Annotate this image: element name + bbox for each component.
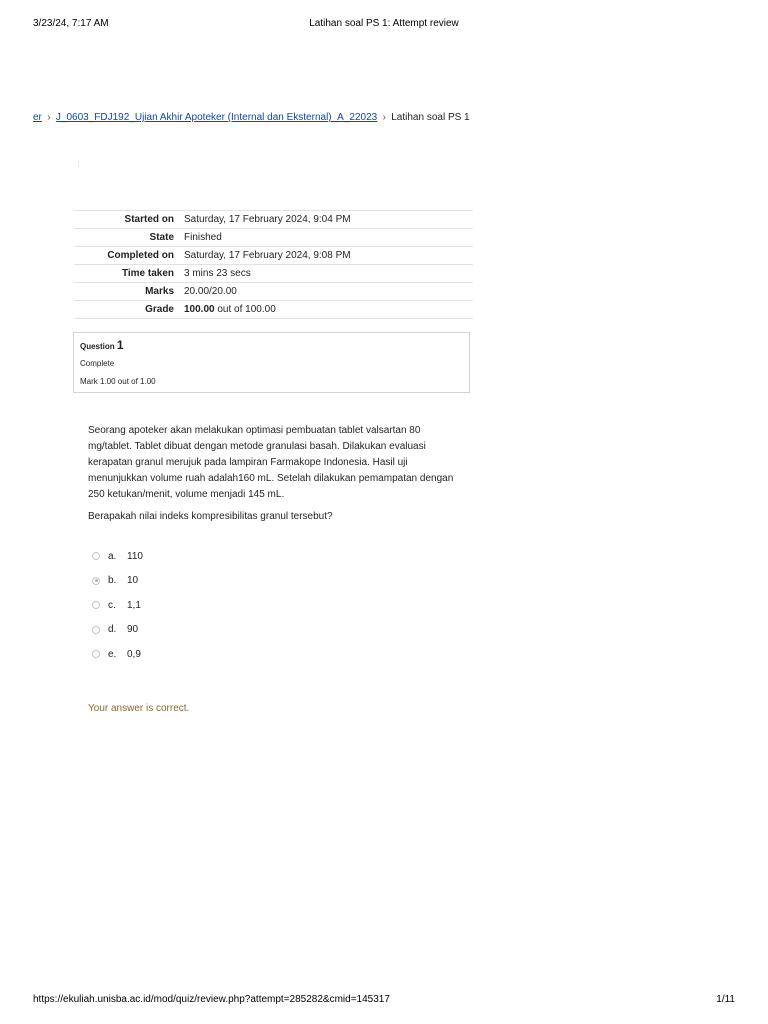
breadcrumb-item-current: Latihan soal PS 1: [391, 112, 470, 123]
question-body: Seorang apoteker akan melakukan optimasi pembuatan tablet valsartan 80 mg/tablet. Tablet dibuat dengan metode granulasi basah. Dilakukan evaluasi kerapatan granul merujuk pada lampiran Farmakope Indonesia. Hasil uji menunjukkan volume ruah adalah160 mL. Setelah dilakukan pemampatan dengan 250 ketukan/menit, volume menjadi 145 mL.: [88, 425, 454, 500]
summary-value: [179, 301, 473, 319]
answer-option-e[interactable]: [92, 642, 143, 667]
answer-options: [92, 544, 143, 667]
radio-button-selected[interactable]: [92, 577, 100, 585]
print-title: Latihan soal PS 1: Attempt review: [309, 18, 459, 29]
table-row: [74, 265, 473, 283]
question-prefix: Question: [80, 342, 117, 351]
answer-text: 1,1: [127, 599, 141, 611]
answer-letter: d.: [108, 624, 117, 636]
answer-letter: e.: [108, 648, 117, 660]
radio-button[interactable]: [92, 601, 100, 609]
grade-out-of: out of 100.00: [214, 304, 276, 315]
radio-button[interactable]: [92, 552, 100, 560]
radio-button[interactable]: [92, 650, 100, 658]
grade-value: 100.00: [184, 304, 215, 315]
print-url: https://ekuliah.unisba.ac.id/mod/quiz/review.php?attempt=285282&cmid=145317: [33, 994, 390, 1005]
summary-label: Completed on: [107, 250, 174, 261]
summary-label: Grade: [145, 304, 174, 315]
summary-label: State: [149, 232, 174, 243]
print-footer: [33, 994, 735, 1008]
answer-letter: b.: [108, 575, 117, 587]
question-state: Complete: [80, 359, 115, 368]
chevron-right-icon: ›: [382, 112, 386, 123]
answer-text: 10: [127, 575, 139, 587]
summary-value: Saturday, 17 February 2024, 9:08 PM: [184, 250, 351, 261]
summary-value: 3 mins 23 secs: [184, 268, 251, 279]
summary-label: Time taken: [121, 268, 174, 279]
question-number-value: 1: [116, 338, 124, 352]
print-header: [33, 18, 735, 32]
question-text: [88, 423, 458, 531]
answer-option-c[interactable]: [92, 593, 143, 618]
question-info-box: [73, 332, 470, 393]
summary-value: 20.00/20.00: [184, 286, 237, 297]
question-prompt: Berapakah nilai indeks kompresibilitas granul tersebut?: [88, 511, 333, 522]
table-row: [74, 247, 473, 265]
attempt-summary-table: [74, 210, 473, 319]
summary-label: Marks: [145, 286, 174, 297]
divider: [78, 161, 79, 167]
summary-label: Started on: [124, 214, 174, 225]
table-row: [74, 283, 473, 301]
question-number: [80, 338, 463, 354]
answer-letter: c.: [108, 599, 116, 611]
answer-text: 110: [127, 550, 143, 562]
answer-text: 90: [127, 624, 139, 636]
table-row: [74, 211, 473, 229]
summary-value: Finished: [184, 232, 222, 243]
table-row: [74, 301, 473, 319]
answer-option-d[interactable]: [92, 618, 143, 643]
table-row: [74, 229, 473, 247]
answer-text: 0,9: [127, 648, 141, 660]
page-number: 1/11: [716, 994, 735, 1005]
breadcrumb-item-parent[interactable]: er: [33, 112, 42, 123]
print-datetime: 3/23/24, 7:17 AM: [33, 18, 109, 29]
answer-option-a[interactable]: [92, 544, 143, 569]
answer-feedback: Your answer is correct.: [88, 703, 190, 714]
chevron-right-icon: ›: [47, 112, 51, 123]
answer-option-b[interactable]: [92, 569, 143, 594]
radio-button[interactable]: [92, 626, 100, 634]
breadcrumb-item-course[interactable]: J_0603_FDJ192_Ujian Akhir Apoteker (Internal dan Eksternal)_A_22023: [55, 112, 378, 123]
answer-letter: a.: [108, 550, 117, 562]
breadcrumb: [33, 112, 470, 123]
summary-value: Saturday, 17 February 2024, 9:04 PM: [184, 214, 351, 225]
question-mark: Mark 1.00 out of 1.00: [80, 377, 156, 386]
